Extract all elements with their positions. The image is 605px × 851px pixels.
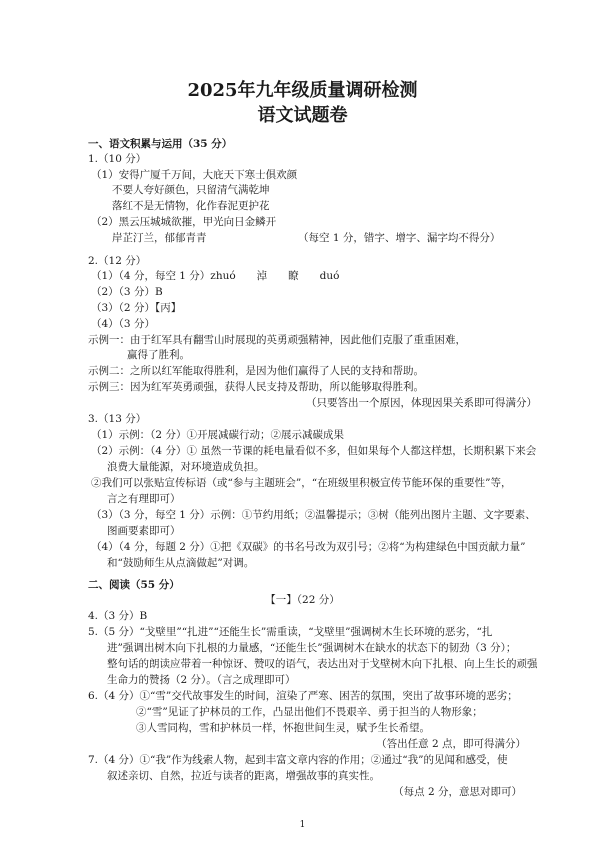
q2-scoring-note: （只要答出一个原因，体现因果关系即可得满分）: [306, 397, 537, 409]
q3-line: 图画要素即可）: [107, 525, 181, 537]
q1-scoring-note: （每空 1 分，错字、增字、漏字均不得分）: [298, 232, 501, 244]
q4-answer: 4.（3 分）B: [88, 610, 148, 622]
q6-scoring-note: （答出任意 2 点，即可得满分）: [376, 738, 526, 750]
q3-label: 3.（13 分）: [88, 413, 147, 425]
q5-line: 整句话的朗读应带着一种惊讶、赞叹的语气，表达出对于戈壁树木向下扎根、向上生长的顽强: [107, 658, 538, 670]
page-subtitle: 语文试题卷: [257, 105, 348, 126]
q3-line: （4）（4 分，每题 2 分）①把《双碳》的书名号改为双引号；②将“为构建绿色中国贡献力量”: [91, 541, 526, 553]
q2-line: （2）（3 分）B: [91, 286, 163, 298]
q2-line: （1）（4 分，每空 1 分）zhuó 淖 瞭 duó: [91, 270, 340, 282]
q6-line: ③人雪同构，雪和护林员一样，怀抱世间生灵，赋予生长希望。: [136, 722, 430, 734]
q5-line: 生命力的赞扬（2 分）。（言之成理即可）: [107, 674, 296, 686]
q3-line: （3）（3 分，每空 1 分）示例：①节约用纸；②温馨提示；③树（能列出图片主题、文字要素、: [91, 509, 536, 521]
q5-line: 进”强调出树木向下扎根的力量感，“还能生长”强调树木在缺水的状态下的韧劲（3 分）；: [107, 642, 517, 654]
q3-line: （1）示例：（2 分）①开展减碳行动；②展示减碳成果: [91, 429, 344, 441]
q3-line: 和“鼓励师生从点滴做起”对调。: [107, 557, 255, 569]
section2-heading: 二、阅读（55 分）: [88, 579, 180, 591]
q2-line: （4）（3 分）: [91, 318, 155, 330]
section1-heading: 一、语文积累与运用（35 分）: [88, 138, 233, 150]
q1-line: （2）黑云压城城欲摧，甲光向日金鳞开: [91, 216, 277, 228]
q3-line: 言之有理即可）: [107, 493, 181, 505]
q7-scoring-note: （每点 2 分，意思对即可）: [393, 786, 522, 798]
q2-label: 2.（12 分）: [88, 255, 147, 267]
page-title: 2025年九年级质量调研检测: [187, 80, 418, 101]
q3-line: （2）示例：（4 分）① 虽然一节课的耗电量看似不多，但如果每个人都这样想，长期积累下来会: [91, 445, 537, 457]
q7-line: 7.（4 分）①“我”作为线索人物，起到丰富文章内容的作用；②通过“我”的见闻和感受，使: [88, 754, 508, 766]
q3-line: ②我们可以张贴宣传标语（或“参与主题班会”，“在班级里积极宣传节能环保的重要性”等，: [91, 477, 512, 489]
q7-line: 叙述亲切、自然，拉近与读者的距离，增强故事的真实性。: [107, 770, 380, 782]
q1-label: 1.（10 分）: [88, 153, 147, 165]
q1-line: 岸芷汀兰，郁郁青青: [112, 232, 207, 244]
q2-example: 示例一：由于红军具有翻雪山时展现的英勇顽强精神，因此他们克服了重重困难，: [88, 334, 466, 346]
q1-line: 不要人夸好颜色，只留清气满乾坤: [112, 184, 270, 196]
q5-line: 5.（5 分）“戈壁里”“扎进”“还能生长”需重读，“戈壁里”强调树木生长环境的恶劣，“扎: [88, 626, 493, 638]
q2-example: 示例三：因为红军英勇顽强，获得人民支持及帮助，所以能够取得胜利。: [88, 381, 424, 393]
q2-line: （3）（2 分）【丙】: [91, 302, 182, 314]
q2-example: 示例二：之所以红军能取得胜利，是因为他们赢得了人民的支持和帮助。: [88, 365, 424, 377]
q2-example: 赢得了胜利。: [127, 349, 190, 361]
q1-line: （1）安得广厦千万间，大庇天下寒士俱欢颜: [91, 169, 298, 181]
q6-line: 6.（4 分）①“雪”交代故事发生的时间，渲染了严寒、困苦的氛围，突出了故事环境的恶劣；: [88, 690, 518, 702]
q1-line: 落红不是无情物，化作春泥更护花: [112, 200, 270, 212]
q6-line: ②“雪”见证了护林员的工作，凸显出他们不畏艰辛、勇于担当的人物形象；: [136, 706, 483, 718]
q3-line: 浪费大量能源，对环境造成负担。: [107, 461, 265, 473]
section2-subheading: 【一】（22 分）: [265, 594, 340, 606]
page-number: 1: [299, 820, 306, 830]
